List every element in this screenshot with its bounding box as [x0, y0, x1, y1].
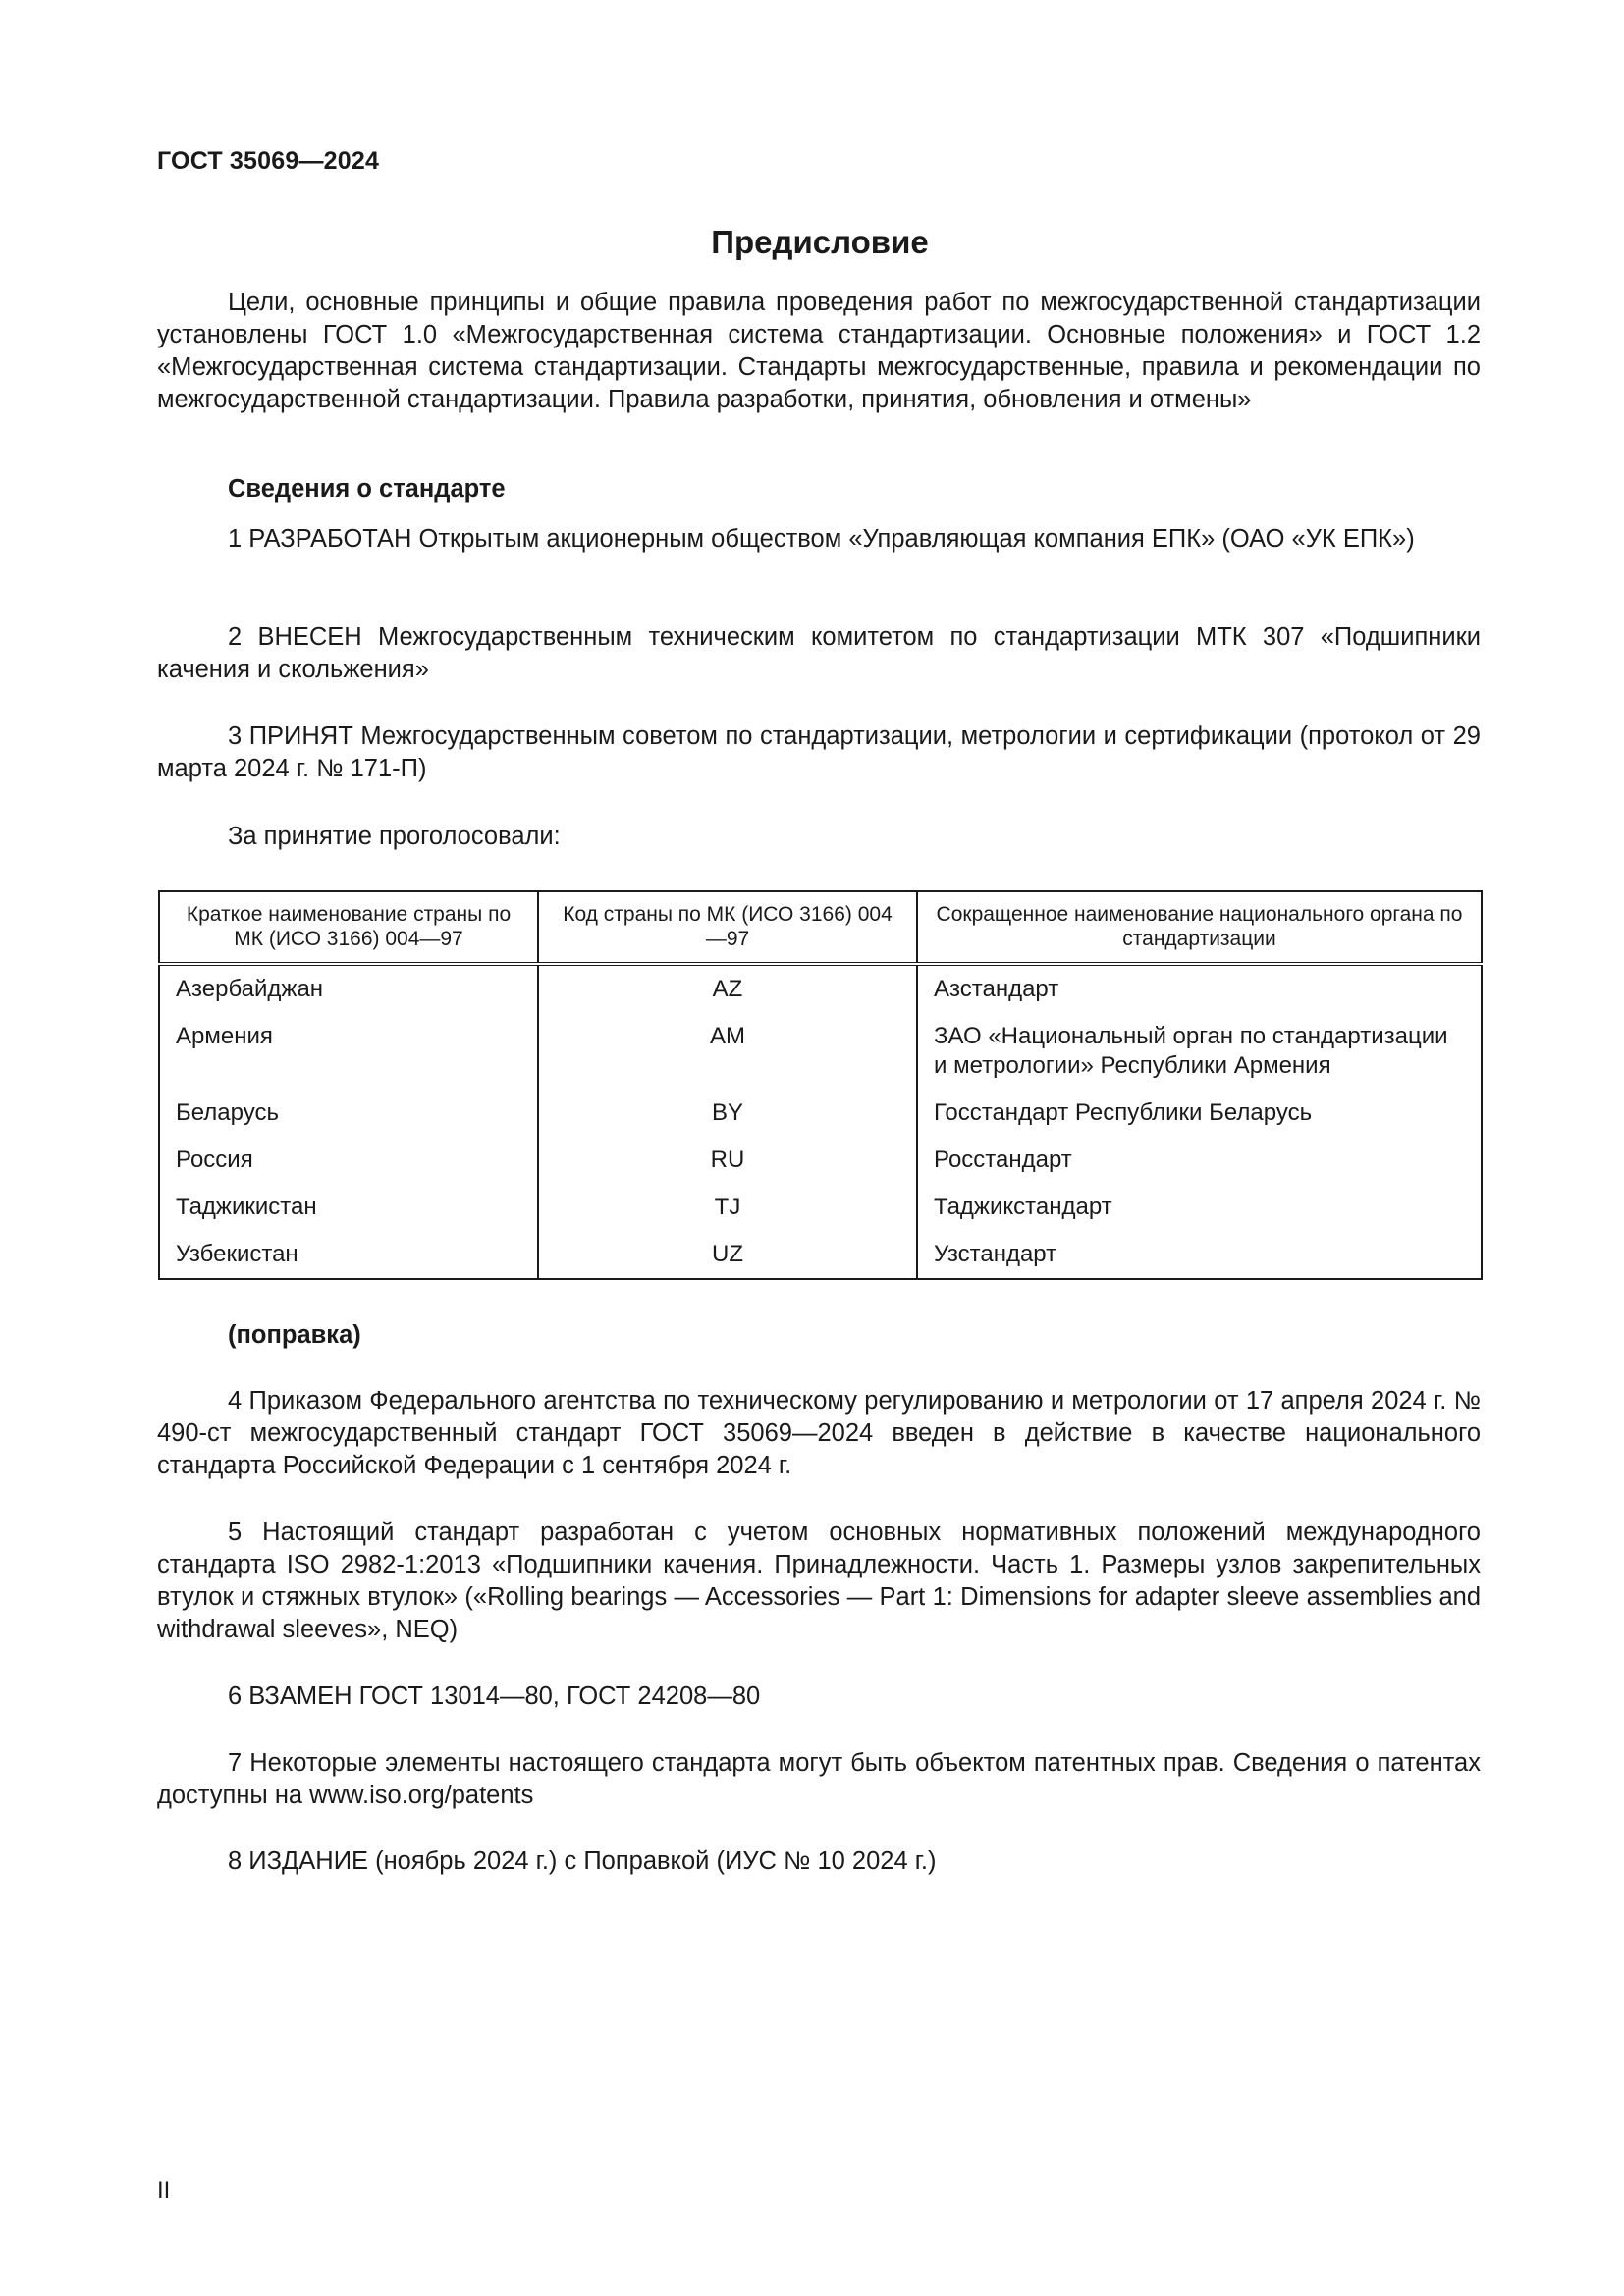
table-row: [159, 1137, 1482, 1184]
item-4-order: 4 Приказом Федерального агентства по техническому регулированию и метрологии от 17 апреля 2024 г. № 490-ст межгосударственный стандарт ГОСТ 35069—2024 введен в действие в качестве национального стандарта Российской Федерации с 1 сентября 2024 г.: [157, 1387, 1481, 1479]
voting-countries-table: [158, 890, 1483, 1280]
table-header-row: [159, 891, 1482, 964]
standards-body: Азстандарт: [917, 964, 1482, 1013]
country-code: RU: [538, 1137, 917, 1184]
country-name: Узбекистан: [159, 1231, 538, 1279]
standards-body: Госстандарт Республики Беларусь: [917, 1090, 1482, 1137]
country-name: Армения: [159, 1013, 538, 1090]
intro-paragraph: Цели, основные принципы и общие правила проведения работ по межгосударственной стандартизации установлены ГОСТ 1.0 «Межгосударственная система стандартизации. Основные положения» и ГОСТ 1.2 «Межгосударственная система стандартизации. Стандарты межгосударственные, правила и рекомендации по межгосударственной стандартизации. Правила разработки, принятия, обновления и отмены»: [157, 289, 1481, 413]
country-name: Беларусь: [159, 1090, 538, 1137]
item-3-adopted: 3 ПРИНЯТ Межгосударственным советом по стандартизации, метрологии и сертификации (протокол от 29 марта 2024 г. № 171-П): [157, 722, 1481, 782]
item-6-replaces: 6 ВЗАМЕН ГОСТ 13014—80, ГОСТ 24208—80: [228, 1682, 761, 1710]
standards-body: Росстандарт: [917, 1137, 1482, 1184]
country-code: UZ: [538, 1231, 917, 1279]
standards-body: Таджикстандарт: [917, 1184, 1482, 1231]
standards-body: Узстандарт: [917, 1231, 1482, 1279]
item-7-patents: 7 Некоторые элементы настоящего стандарта могут быть объектом патентных прав. Сведения о патентах доступны на www.iso.org/patents: [157, 1749, 1481, 1809]
voted-label: За принятие проголосовали:: [228, 823, 561, 850]
table-header-code: Код страны по МК (ИСО 3166) 004—97: [538, 891, 917, 964]
country-code: AM: [538, 1013, 917, 1090]
item-5-basis: 5 Настоящий стандарт разработан с учетом основных нормативных положений международного стандарта ISO 2982-1:2013 «Подшипники качения. Принадлежности. Часть 1. Размеры узлов закрепительных втулок и стяжных втулок» («Rolling bearings — Accessories — Part 1: Dimensions for adapter sleeve assemblies and withdrawal sleeves», NEQ): [157, 1519, 1481, 1643]
table-row: [159, 964, 1482, 1013]
country-name: Россия: [159, 1137, 538, 1184]
table-header-country: Краткое наименование страны по МК (ИСО 3166) 004—97: [159, 891, 538, 964]
item-1-developed: 1 РАЗРАБОТАН Открытым акционерным обществом «Управляющая компания ЕПК» (ОАО «УК ЕПК»): [228, 525, 1415, 553]
standard-info-heading: Сведения о стандарте: [228, 475, 506, 503]
document-code: ГОСТ 35069—2024: [157, 147, 380, 175]
page-number: II: [157, 2177, 171, 2204]
item-2-submitted: 2 ВНЕСЕН Межгосударственным техническим комитетом по стандартизации МТК 307 «Подшипники качения и скольжения»: [157, 623, 1481, 683]
item-8-edition: 8 ИЗДАНИЕ (ноябрь 2024 г.) с Поправкой (ИУС № 10 2024 г.): [228, 1847, 937, 1875]
page-title: Предисловие: [711, 224, 929, 260]
table-header-body: Сокращенное наименование национального органа по стандартизации: [917, 891, 1482, 964]
table-row: [159, 1013, 1482, 1090]
amendment-label: (поправка): [228, 1321, 361, 1349]
table-row: [159, 1090, 1482, 1137]
country-code: AZ: [538, 964, 917, 1013]
table-row: [159, 1184, 1482, 1231]
table-row: [159, 1231, 1482, 1279]
country-name: Таджикистан: [159, 1184, 538, 1231]
standards-body: ЗАО «Национальный орган по стандартизации и метрологии» Республики Армения: [917, 1013, 1482, 1090]
country-name: Азербайджан: [159, 964, 538, 1013]
country-code: BY: [538, 1090, 917, 1137]
country-code: TJ: [538, 1184, 917, 1231]
